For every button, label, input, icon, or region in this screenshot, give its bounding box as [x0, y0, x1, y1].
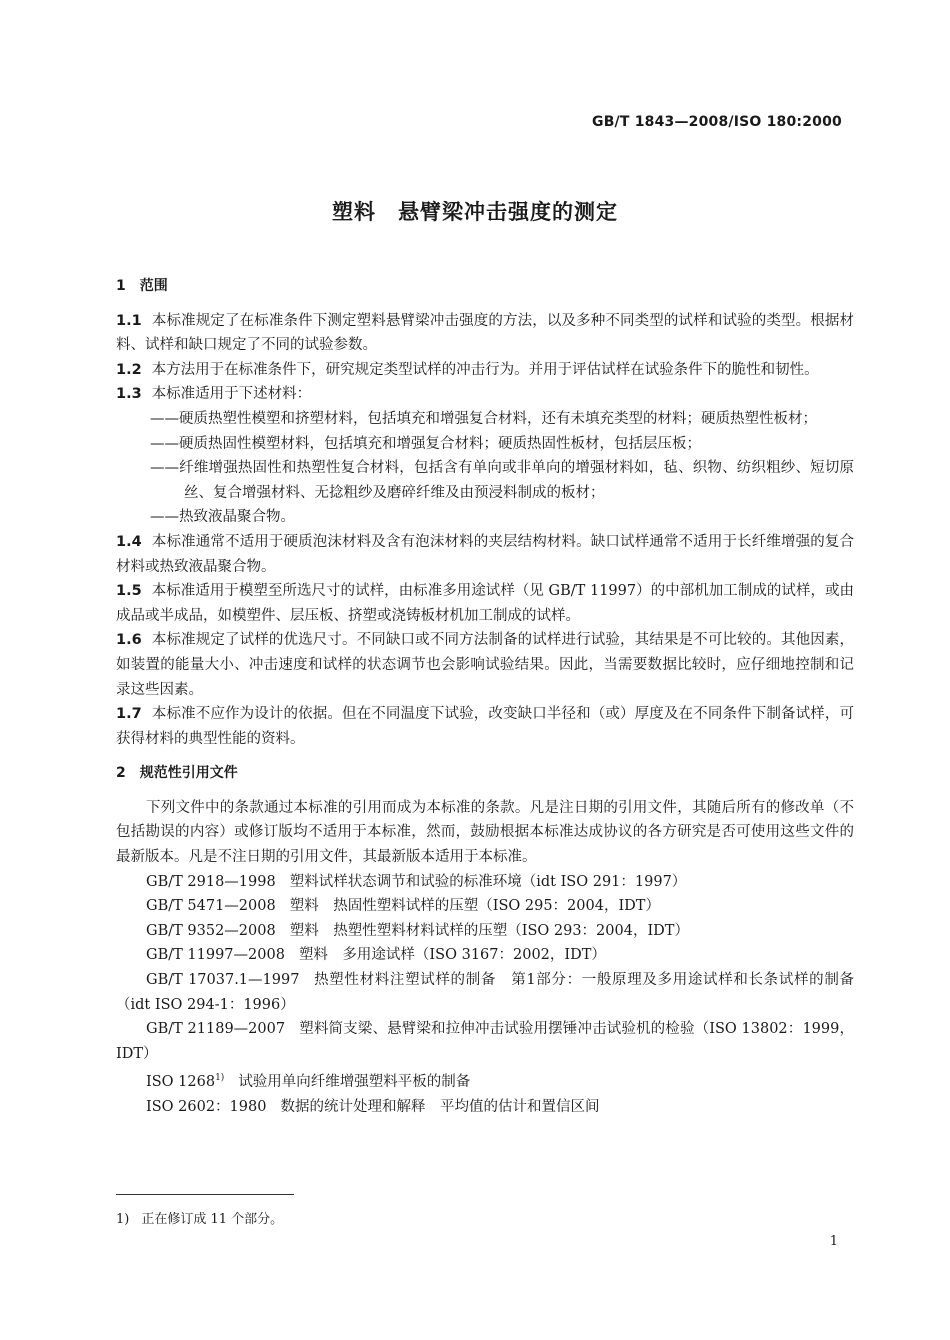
- clause-text: 本标准规定了试样的优选尺寸。不同缺口或不同方法制备的试样进行试验，其结果是不可比较的。其他因素，如装置的能量大小、冲击速度和试样的状态调节也会影响试验结果。因此，当需要数据比较时，应仔细地控制和记录这些因素。: [116, 632, 854, 698]
- clause-text: 本标准通常不适用于硬质泡沫材料及含有泡沫材料的夹层结构材料。缺口试样通常不适用于长纤维增强的复合材料或热致液晶聚合物。: [116, 533, 854, 575]
- footnote-text: 正在修订成 11 个部分。: [141, 1212, 284, 1227]
- reference-title: 数据的统计处理和解释 平均值的估计和置信区间: [280, 1098, 600, 1115]
- clause-1-4: [116, 530, 854, 579]
- document-title: 塑料 悬臂梁冲击强度的测定: [332, 200, 618, 224]
- standard-code: GB/T 1843—2008/ISO 180:2000: [592, 114, 842, 130]
- material-list-item: ——硬质热塑性模塑和挤塑材料，包括填充和增强复合材料，还有未填充类型的材料；硬质热塑性板材；: [150, 410, 817, 427]
- clause-1-2: [116, 358, 854, 383]
- clause-number: 1.3: [116, 386, 142, 403]
- clause-number: 1.4: [116, 533, 142, 550]
- clause-number: 1.1: [116, 312, 142, 329]
- clause-text: 本标准规定了在标准条件下测定塑料悬臂梁冲击强度的方法，以及多种不同类型的试样和试验的类型。根据材料、试样和缺口规定了不同的试验参数。: [116, 312, 854, 354]
- reference-title: 热塑性材料注塑试样的制备 第1部分：一般原理及多用途试样和长条试样的制备（idt ISO 294-1：1996）: [116, 972, 854, 1013]
- reference-code: GB/T 5471—2008: [146, 898, 276, 915]
- reference-code: GB/T 11997—2008: [146, 947, 285, 964]
- clause-1-6: [116, 628, 854, 702]
- section-2-heading: 2 规范性引用文件: [116, 765, 238, 782]
- reference-item: [116, 894, 854, 919]
- clause-text: 本标准适用于模塑至所选尺寸的试样，由标准多用途试样（见 GB/T 11997）的中部机加工制成的试样，或由成品或半成品，如模塑件、层压板、挤塑或浇铸板材机加工制成的试样。: [116, 583, 854, 624]
- reference-item: [116, 943, 854, 968]
- footnote-reference-mark: 1): [215, 1073, 225, 1084]
- material-list-item: ——热致液晶聚合物。: [150, 509, 295, 526]
- reference-item: [116, 1095, 854, 1120]
- clause-number: 1.6: [116, 632, 142, 649]
- clause-text: 本标准适用于下述材料：: [151, 386, 312, 403]
- document-body: [116, 274, 854, 1119]
- reference-title: 塑料 热塑性塑料材料试样的压塑（ISO 293：2004，IDT）: [289, 922, 689, 939]
- clause-number: 1.2: [116, 361, 142, 378]
- reference-item: [116, 1066, 854, 1094]
- reference-title: 试验用单向纤维增强塑料平板的制备: [238, 1074, 471, 1091]
- reference-code: ISO 2602：1980: [146, 1098, 267, 1115]
- clause-1-7: [116, 702, 854, 751]
- reference-code: ISO 1268: [146, 1074, 216, 1091]
- reference-code: GB/T 17037.1—1997: [146, 972, 300, 989]
- clause-text: 本方法用于在标准条件下，研究规定类型试样的冲击行为。并用于评估试样在试验条件下的脆性和韧性。: [151, 361, 819, 378]
- reference-item: [116, 1017, 854, 1066]
- section-1-heading: 1 范围: [116, 278, 168, 294]
- material-list-item: ——硬质热固性模塑材料，包括填充和增强复合材料；硬质热固性板材，包括层压板；: [150, 435, 701, 452]
- reference-code: GB/T 2918—1998: [146, 873, 276, 890]
- reference-item: [116, 870, 854, 895]
- clause-number: 1.5: [116, 583, 142, 600]
- material-list-item: ——纤维增强热固性和热塑性复合材料，包括含有单向或非单向的增强材料如，毡、织物、纺织粗纱、短切原丝、复合增强材料、无捻粗纱及磨碎纤维及由预浸料制成的板材；: [150, 460, 854, 501]
- reference-title: 塑料试样状态调节和试验的标准环境（idt ISO 291：1997）: [289, 873, 687, 890]
- footnote: [116, 1208, 283, 1227]
- clause-1-1: [116, 309, 854, 358]
- footnote-divider: [116, 1194, 294, 1195]
- reference-item: [116, 919, 854, 944]
- clause-number: 1.7: [116, 706, 142, 723]
- page-number: 1: [829, 1234, 838, 1249]
- reference-title: 塑料 多用途试样（ISO 3167：2002，IDT）: [298, 947, 606, 964]
- footnote-mark: 1): [116, 1212, 130, 1227]
- reference-title: 塑料 热固性塑料试样的压塑（ISO 295：2004，IDT）: [289, 898, 660, 915]
- section-2-intro: 下列文件中的条款通过本标准的引用而成为本标准的条款。凡是注日期的引用文件，其随后所有的修改单（不包括勘误的内容）或修订版均不适用于本标准，然而，鼓励根据本标准达成协议的各方研究是否可使用这些文件的最新版本。凡是不注日期的引用文件，其最新版本适用于本标准。: [116, 799, 854, 866]
- reference-title: 塑料简支梁、悬臂梁和拉伸冲击试验用摆锤冲击试验机的检验（ISO 13802：1999，IDT）: [116, 1021, 854, 1062]
- reference-item: [116, 968, 854, 1017]
- clause-1-3: [116, 382, 854, 407]
- reference-code: GB/T 9352—2008: [146, 922, 276, 939]
- reference-code: GB/T 21189—2007: [146, 1021, 286, 1038]
- clause-text: 本标准不应作为设计的依据。但在不同温度下试验，改变缺口半径和（或）厚度及在不同条件下制备试样，可获得材料的典型性能的资料。: [116, 706, 854, 747]
- clause-1-5: [116, 579, 854, 628]
